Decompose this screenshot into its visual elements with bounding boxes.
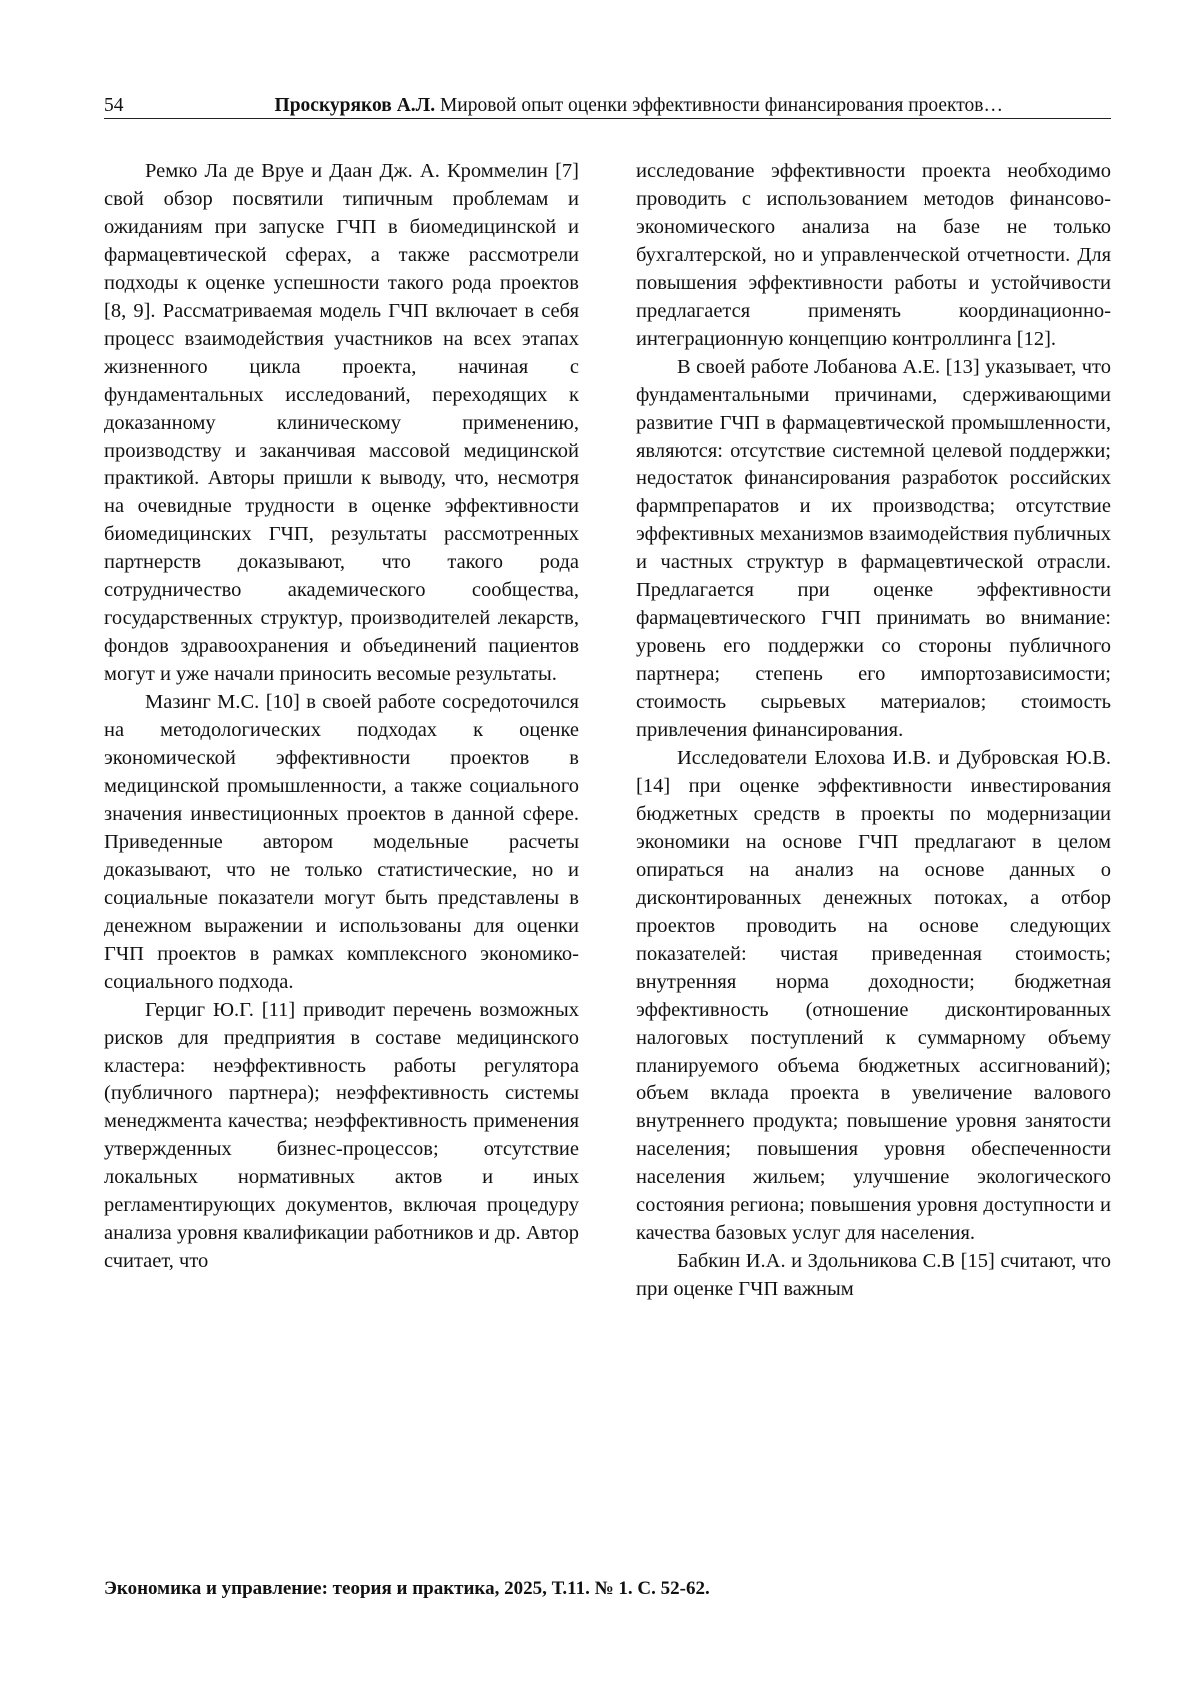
- running-title: [275, 94, 1003, 118]
- page-number: 54: [104, 95, 124, 116]
- paragraph: Мазинг М.С. [10] в своей работе сосредоточился на методологических подходах к оценке экономической эффективности проектов в медицинской промышленности, а также социального значения инвестиционных проектов в данной сфере. Приведенные автором модельные расчеты доказывают, что не только статистические, но и социальные показатели могут быть представлены в денежном выражении и использованы для оценки ГЧП проектов в рамках комплексного экономико-социального подхода.: [104, 691, 579, 993]
- right-column: [636, 158, 1111, 1304]
- header-rule: [104, 118, 1111, 119]
- paragraph: Исследователи Елохова И.В. и Дубровская Ю.В. [14] при оценке эффективности инвестирования бюджетных средств в проекты по модернизации экономики на основе ГЧП предлагают в целом опираться на анализ на основе данных о дисконтированных денежных потоках, а отбор проектов проводить на основе следующих показателей: чистая приведенная стоимость; внутренняя норма доходности; бюджетная эффективность (отношение дисконтированных налоговых поступлений к суммарному объему планируемого объема бюджетных ассигнований); объем вклада проекта в увеличение валового внутреннего продукта; повышение уровня занятости населения; повышения уровня обеспеченности населения жильем; улучшение экологического состояния региона; повышения уровня доступности и качества базовых услуг для населения.: [636, 747, 1111, 1245]
- paragraph: Ремко Ла де Вруе и Даан Дж. А. Кроммелин [7] свой обзор посвятили типичным проблемам и ожиданиям при запуске ГЧП в биомедицинской и фармацевтической сферах, а также рассмотрели подходы к оценке успешности такого рода проектов [8, 9]. Рассматриваемая модель ГЧП включает в себя процесс взаимодействия участников на всех этапах жизненного цикла проекта, начиная с фундаментальных исследований, переходящих к доказанному клиническому применению, производству и заканчивая массовой медицинской практикой. Авторы пришли к выводу, что, несмотря на очевидные трудности в оценке эффективности биомедицинских ГЧП, результаты рассмотренных партнерств доказывают, что такого рода сотрудничество академического сообщества, государственных структур, производителей лекарств, фондов здравоохранения и объединений пациентов могут и уже начали приносить весомые результаты.: [104, 160, 579, 686]
- paragraph: В своей работе Лобанова А.Е. [13] указывает, что фундаментальными причинами, сдерживающими развитие ГЧП в фармацевтической промышленности, являются: отсутствие системной целевой поддержки; недостаток финансирования разработок российских фармпрепаратов и их производства; отсутствие эффективных механизмов взаимодействия публичных и частных структур в фармацевтической отрасли. Предлагается при оценке эффективности фармацевтического ГЧП принимать во внимание: уровень его поддержки со стороны публичного партнера; степень его импортозависимости; стоимость сырьевых материалов; стоимость привлечения финансирования.: [636, 355, 1111, 742]
- running-title-text: Мировой опыт оценки эффективности финансирования проектов…: [435, 95, 1003, 116]
- paragraph: Герциг Ю.Г. [11] приводит перечень возможных рисков для предприятия в составе медицинского кластера: неэффективность работы регулятора (публичного партнера); неэффективность системы менеджмента качества; неэффективность применения утвержденных бизнес-процессов; отсутствие локальных нормативных актов и иных регламентирующих документов, включая процедуру анализа уровня квалификации работников и др. Автор считает, что: [104, 998, 579, 1273]
- running-header: [104, 94, 1111, 120]
- left-column: [104, 158, 579, 1276]
- paragraph: Бабкин И.А. и Здольникова С.В [15] считают, что при оценке ГЧП важным: [636, 1250, 1111, 1301]
- paragraph-continuation: исследование эффективности проекта необходимо проводить с использованием методов финансово-экономического анализа на базе не только бухгалтерской, но и управленческой отчетности. Для повышения эффективности работы и устойчивости предлагается применять координационно-интеграционную концепцию контроллинга [12].: [636, 160, 1111, 350]
- running-title-author: Проскуряков А.Л.: [274, 95, 436, 116]
- journal-citation-footer: Экономика и управление: теория и практика, 2025, Т.11. № 1. С. 52-62.: [104, 1578, 710, 1599]
